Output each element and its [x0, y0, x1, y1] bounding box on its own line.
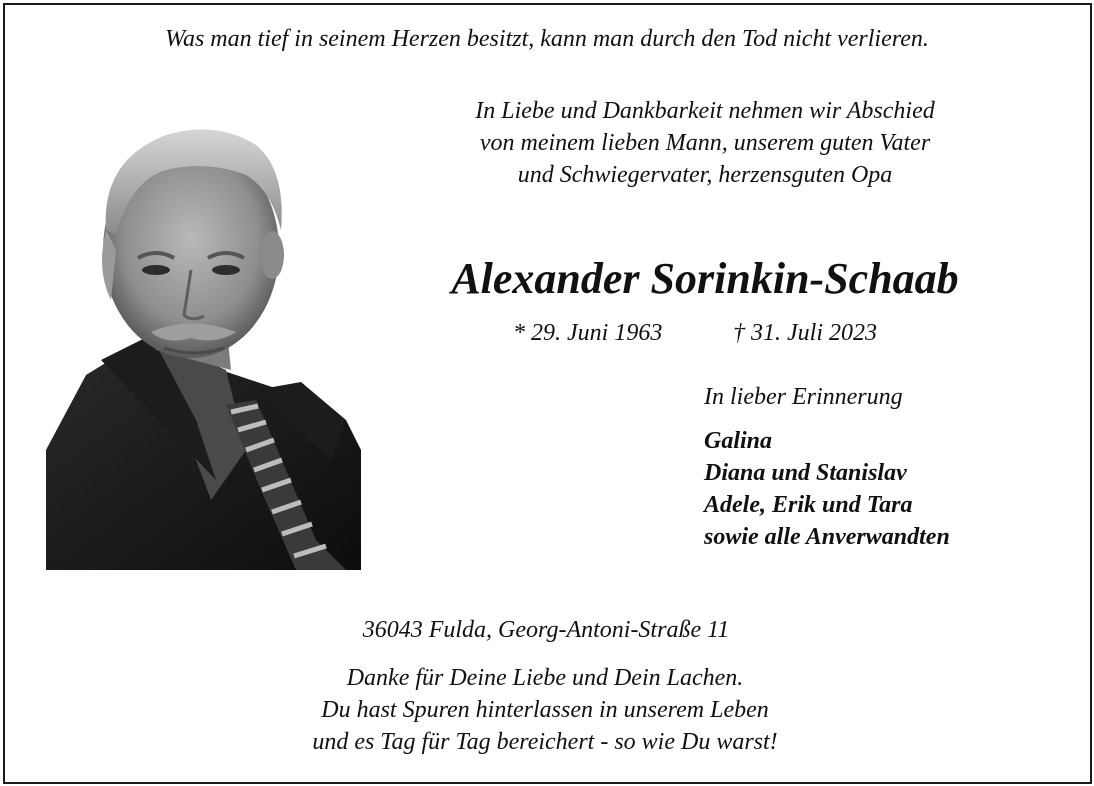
- closing-line: und es Tag für Tag bereichert - so wie Du warst!: [312, 729, 778, 755]
- deceased-name: Alexander Sorinkin-Schaab: [451, 254, 959, 303]
- intro-line: von meinem lieben Mann, unserem guten Vater: [479, 130, 931, 156]
- address-text: [0, 615, 1094, 645]
- remembrance-label: In lieber Erinnerung: [704, 384, 903, 410]
- intro-text: [405, 95, 1005, 191]
- mourner-item: sowie alle Anverwandten: [704, 524, 950, 550]
- portrait-photo: [46, 120, 361, 570]
- mourner-item: Adele, Erik und Tara: [704, 492, 913, 518]
- mourner-item: Diana und Stanislav: [704, 460, 907, 486]
- intro-line: In Liebe und Dankbarkeit nehmen wir Abschied: [475, 98, 935, 124]
- closing-text: [245, 662, 845, 758]
- motto-text: Was man tief in seinem Herzen besitzt, kann man durch den Tod nicht verlieren.: [165, 26, 929, 52]
- closing-line: Du hast Spuren hinterlassen in unserem Leben: [321, 697, 769, 723]
- mourners-list: [704, 425, 950, 553]
- address-line: 36043 Fulda, Georg-Antoni-Straße 11: [362, 617, 730, 643]
- death-date: † 31. Juli 2023: [733, 320, 877, 346]
- closing-line: Danke für Deine Liebe und Dein Lachen.: [346, 665, 744, 691]
- intro-line: und Schwiegervater, herzensguten Opa: [517, 162, 893, 188]
- birth-date: * 29. Juni 1963: [513, 320, 663, 346]
- mourner-item: Galina: [704, 428, 773, 454]
